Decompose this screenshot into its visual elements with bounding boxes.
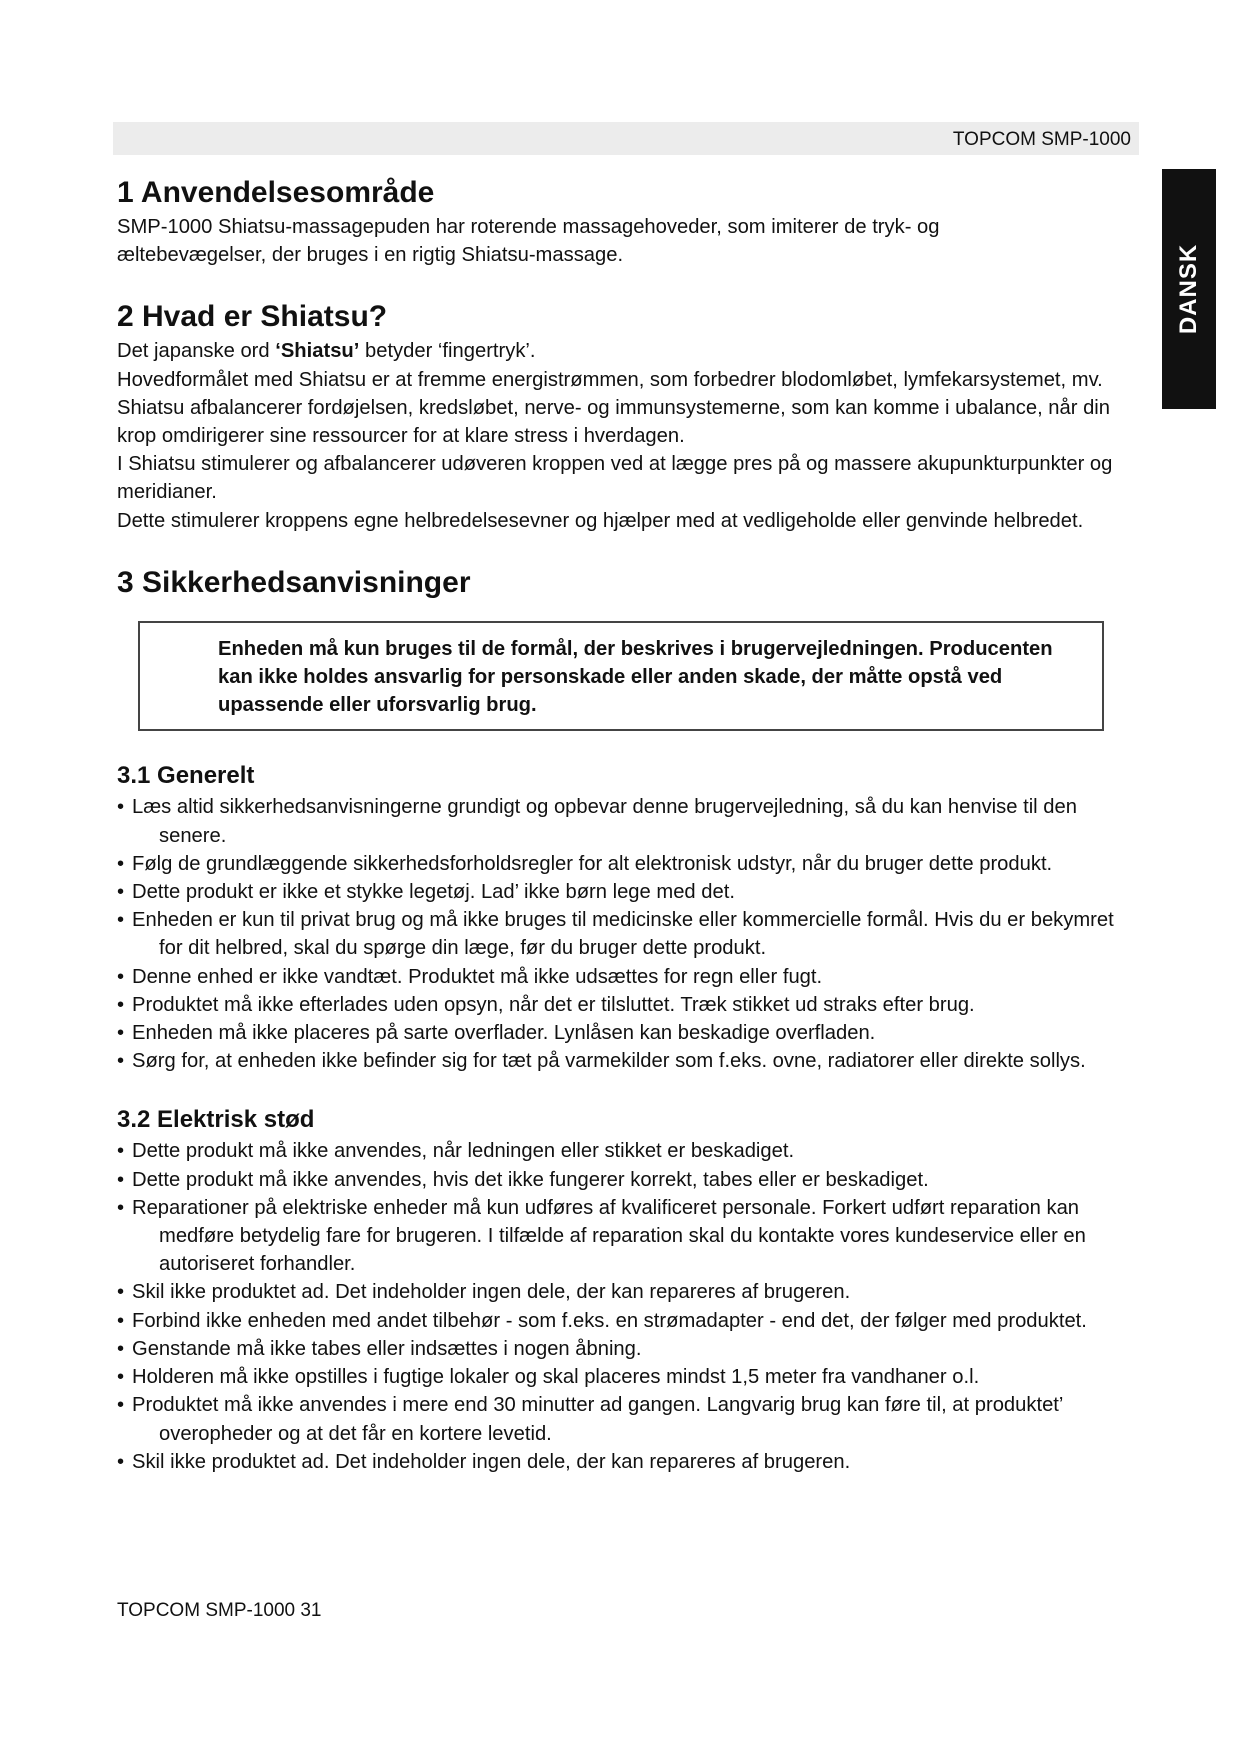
page-header-bar: [113, 122, 1139, 155]
safety-notice-box: Enheden må kun bruges til de formål, der beskrives i brugervejledningen. Producenten kan ikke holdes ansvarlig for personskade eller anden skade, der måtte opstå ved upassende eller uforsvarlig brug.: [138, 621, 1104, 732]
list-item: • Følg de grundlæggende sikkerhedsforholdsregler for alt elektronisk udstyr, når du bruger dette produkt.: [117, 852, 1053, 875]
language-tab-label: DANSK: [1175, 243, 1202, 335]
section-2-title: 2 Hvad er Shiatsu?: [117, 300, 388, 334]
electric-shock-list: [117, 1137, 1127, 1475]
section-1-paragraph: SMP-1000 Shiatsu-massagepuden har roterende massagehoveder, som imiterer de tryk- og æltebevægelser, der bruges i en rigtig Shiatsu-massage.: [117, 216, 940, 267]
list-item: • Dette produkt må ikke anvendes, når ledningen eller stikket er beskadiget.: [117, 1140, 795, 1163]
general-safety-list: [117, 793, 1127, 1075]
list-item: • Forbind ikke enheden med andet tilbehør - som f.eks. en strømadapter - end det, der følger med produktet.: [117, 1309, 1087, 1332]
section-2: [117, 297, 1127, 534]
list-item: • Dette produkt må ikke anvendes, hvis det ikke fungerer korrekt, tabes eller er beskadiget.: [117, 1168, 929, 1191]
list-item: • Skil ikke produktet ad. Det indeholder ingen dele, der kan repareres af brugeren.: [117, 1281, 851, 1304]
section-3-title: 3 Sikkerhedsanvisninger: [117, 565, 471, 599]
page-footer: TOPCOM SMP-1000 31: [117, 1600, 322, 1621]
list-item: • Enheden er kun til privat brug og må ikke bruges til medicinske eller kommercielle formål. Hvis du er bekymret for dit helbred, skal du spørge din læge, før du bruger dette produkt.: [117, 909, 1114, 960]
list-item: • Genstande må ikke tabes eller indsættes i nogen åbning.: [117, 1337, 642, 1360]
section-1: [117, 173, 1127, 269]
section-3-2: [117, 1103, 1127, 1475]
section-2-paragraph: Hovedformålet med Shiatsu er at fremme energistrømmen, som forbedrer blodomløbet, lymfekarsystemet, mv. Shiatsu afbalancerer fordøjelsen, kredsløbet, nerve- og immunsystemerne, som kan komme i ubalance, når din krop omdirigerer sine ressourcer for at klare stress i hverdagen.: [117, 368, 1111, 448]
list-item: • Produktet må ikke anvendes i mere end 30 minutter ad gangen. Langvarig brug kan føre til, at produktet’ overopheder og at det får en kortere levetid.: [117, 1394, 1063, 1445]
section-2-paragraph: I Shiatsu stimulerer og afbalancerer udøveren kroppen ved at lægge pres på og massere akupunkturpunkter og meridianer.: [117, 453, 1113, 504]
header-brand-model: TOPCOM SMP-1000: [952, 129, 1131, 150]
section-3: [117, 563, 1127, 732]
section-3-2-title: 3.2 Elektrisk stød: [117, 1106, 315, 1134]
list-item: • Skil ikke produktet ad. Det indeholder ingen dele, der kan repareres af brugeren.: [117, 1450, 851, 1473]
list-item: • Enheden må ikke placeres på sarte overflader. Lynlåsen kan beskadige overfladen.: [117, 1022, 876, 1045]
list-item: • Produktet må ikke efterlades uden opsyn, når det er tilsluttet. Træk stikket ud straks efter brug.: [117, 993, 975, 1016]
section-3-1: [117, 759, 1127, 1075]
list-item: • Denne enhed er ikke vandtæt. Produktet må ikke udsættes for regn eller fugt.: [117, 965, 823, 988]
section-2-intro: Det japanske ord ‘Shiatsu’ betyder ‘fingertryk’.: [117, 340, 536, 363]
list-item: • Dette produkt er ikke et stykke legetøj. Lad’ ikke børn lege med det.: [117, 881, 735, 904]
language-tab: [1162, 169, 1216, 409]
section-1-title: 1 Anvendelsesområde: [117, 176, 435, 209]
section-2-paragraph: Dette stimulerer kroppens egne helbredelsesevner og hjælper med at vedligeholde eller genvinde helbredet.: [117, 509, 1084, 532]
section-3-1-title: 3.1 Generelt: [117, 762, 255, 790]
list-item: • Sørg for, at enheden ikke befinder sig for tæt på varmekilder som f.eks. ovne, radiatorer eller direkte sollys.: [117, 1050, 1086, 1073]
list-item: • Læs altid sikkerhedsanvisningerne grundigt og opbevar denne brugervejledning, så du kan henvise til den senere.: [117, 796, 1077, 847]
document-body: [117, 173, 1127, 1476]
list-item: • Holderen må ikke opstilles i fugtige lokaler og skal placeres mindst 1,5 meter fra vandhaner o.l.: [117, 1366, 980, 1389]
list-item: • Reparationer på elektriske enheder må kun udføres af kvalificeret personale. Forkert udført reparation kan medføre betydelig fare for brugeren. I tilfælde af reparation skal du kontakte vores kundeservice eller en autoriseret forhandler.: [117, 1196, 1086, 1276]
